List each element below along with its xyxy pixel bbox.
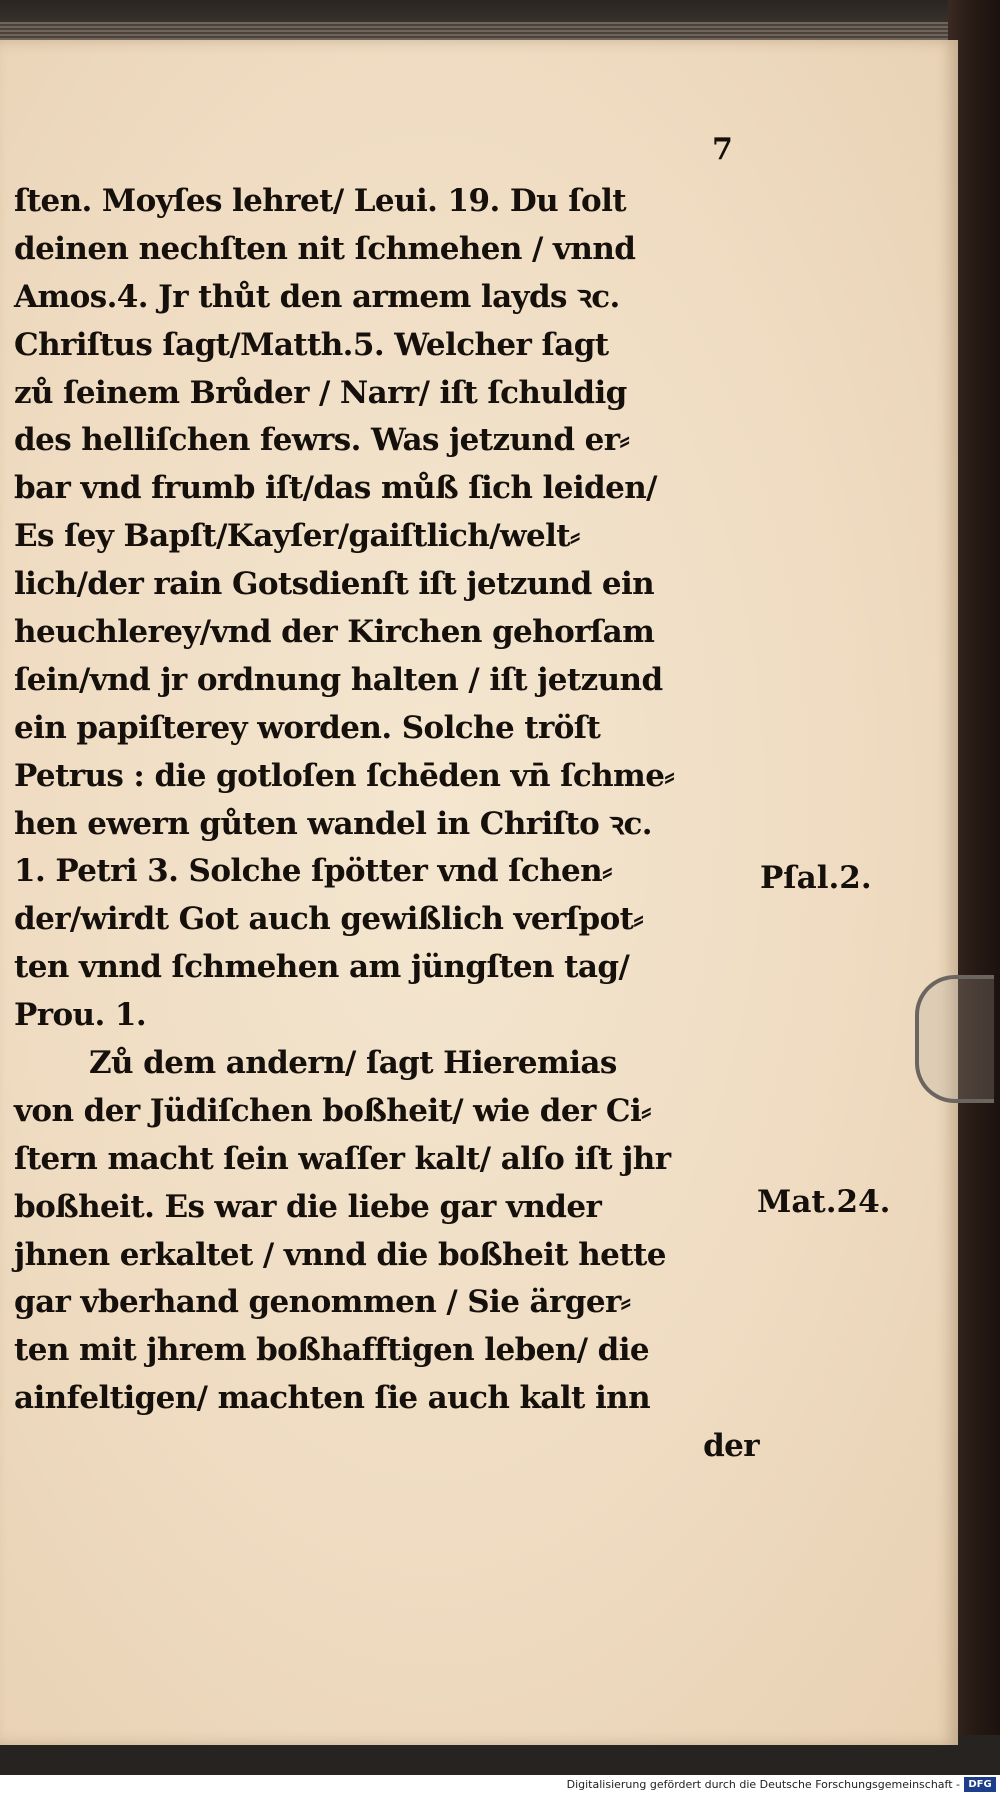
text-line: hen ewern gůten wandel in Chriſto ꝛc. xyxy=(14,805,652,842)
catchword: der xyxy=(703,1428,759,1465)
footer-bar xyxy=(0,1775,1000,1796)
text-line: zů ſeinem Brůder / Narr/ iſt ſchuldig xyxy=(14,374,627,411)
text-line: gar vberhand genommen / Sie ärger⸗ xyxy=(14,1284,631,1321)
text-line: ten mit jhrem boßhafftigen leben/ die xyxy=(14,1332,650,1369)
body-text xyxy=(14,178,759,1471)
text-line: heuchlerey/vnd der Kirchen gehorſam xyxy=(14,614,655,651)
text-line: ein papiſterey worden. Solche tröſt xyxy=(14,709,601,746)
margin-note: Pſal.2. xyxy=(760,860,872,896)
text-line: ſten. Moyſes lehret/ Leui. 19. Du ſolt xyxy=(14,183,627,219)
text-line: ten vnnd ſchmehen am jüngſten tag/ xyxy=(14,949,630,986)
text-line: Zů dem andern/ ſagt Hieremias xyxy=(89,1045,617,1082)
page-clip xyxy=(915,975,994,1103)
text-line: bar vnd frumb iſt/das můß ſich leiden/ xyxy=(14,470,657,507)
text-line: jhnen erkaltet / vnnd die boßheit hette xyxy=(14,1236,666,1273)
text-line: ſtern macht ſein waſſer kalt/ alſo iſt jhr xyxy=(14,1140,671,1177)
text-line: des helliſchen fewrs. Was jetzund er⸗ xyxy=(14,422,630,459)
text-line: deinen nechſten nit ſchmehen / vnnd xyxy=(14,230,636,267)
text-line: Chriſtus ſagt/Matth.5. Welcher ſagt xyxy=(14,326,609,363)
text-line: Amos.4. Jr thůt den armem layds ꝛc. xyxy=(14,278,620,315)
text-line: boßheit. Es war die liebe gar vnder xyxy=(14,1188,602,1225)
page-number: 7 xyxy=(712,132,733,167)
text-line: Petrus : die gotloſen ſchēden vn̄ ſchme⸗ xyxy=(14,757,675,794)
text-line: ainfeltigen/ machten ſie auch kalt inn xyxy=(14,1380,651,1417)
text-line: der/wirdt Got auch gewißlich verſpot⸗ xyxy=(14,901,644,938)
dfg-logo: DFG xyxy=(964,1777,996,1792)
text-line: Es ſey Bapſt/Kayſer/gaiſtlich/welt⸗ xyxy=(14,518,580,555)
text-line: Prou. 1. xyxy=(14,997,147,1034)
text-line: von der Jüdiſchen boßheit/ wie der Ci⸗ xyxy=(14,1092,651,1129)
footer-credit: Digitalisierung gefördert durch die Deutsche Forschungsgemeinschaft - xyxy=(566,1778,960,1791)
margin-note: Mat.24. xyxy=(757,1184,891,1220)
text-line: 1. Petri 3. Solche ſpötter vnd ſchen⸗ xyxy=(14,853,612,890)
text-line: ſein/vnd jr ordnung halten / iſt jetzund xyxy=(14,661,663,698)
text-line: lich/der rain Gotsdienſt iſt jetzund ein xyxy=(14,566,655,603)
